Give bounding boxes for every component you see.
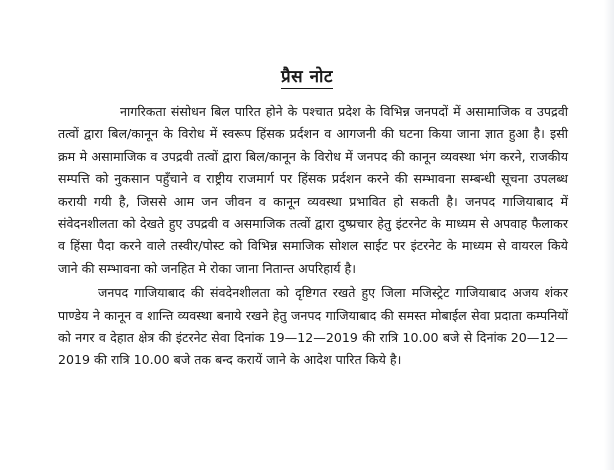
document-title-text: प्रैस नोट — [281, 67, 333, 87]
document-title — [0, 64, 614, 87]
paragraph-1: नागरिकता संसोधन बिल पारित होने के पश्चात प्रदेश के विभिन्न जनपदों में असामाजिक व उपद्रवी तत्वों द्वारा बिल/कानून के विरोध में स्वरूप हिंसक प्रर्दशन व आगजनी की घटना किया जाना ज्ञात हुआ है। इसी क्रम मे असामाजिक व उपद्रवी तत्वों द्वारा बिल/कानून के विरोध में जनपद की कानून व्यवस्था भंग करने, राजकीय सम्पत्ति को नुकसान पहुँचाने व राष्ट्रीय राजमार्ग पर हिंसक प्रर्दशन करने की सम्भावना सम्बन्धी सूचना उपलब्ध करायी गयी है, जिससे आम जन जीवन व कानून व्यवस्था प्रभावित हो सकती है। जनपद गाजियाबाद में संवेदनशीलता को देखते हुए उपद्रवी व असमाजिक तत्वों द्वारा दुष्प्रचार हेतु इंटरनेट के माध्यम से अपवाह फैलाकर व हिंसा पैदा करने वाले तस्वीर/पोस्ट को विभिन्न समाजिक सोशल साईट पर इंटरनेट के माध्यम से वायरल किये जाने की सम्भावना को जनहित मे रोका जाना नितान्त अपरिहार्य है। — [58, 104, 568, 276]
document-body — [58, 101, 568, 372]
paragraph-2: जनपद गाजियाबाद की संवदेनशीलता को दृष्टिगत रखते हुए जिला मजिस्ट्रेट गाजियाबाद अजय शंकर पाण्डेय ने कानून व शान्ति व्यवस्था बनाये रखने हेतु जनपद गाजियाबाद की समस्त मोबाईल सेवा प्रदाता कम्पनियों को नगर व देहात क्षेत्र की इंटरनेट सेवा दिनांक 19—12—2019 की रात्रि 10.00 बजे से दिनांक 20—12—2019 की रात्रि 10.00 बजे तक बन्द करायें जाने के आदेश पारित किये है। — [58, 285, 568, 368]
